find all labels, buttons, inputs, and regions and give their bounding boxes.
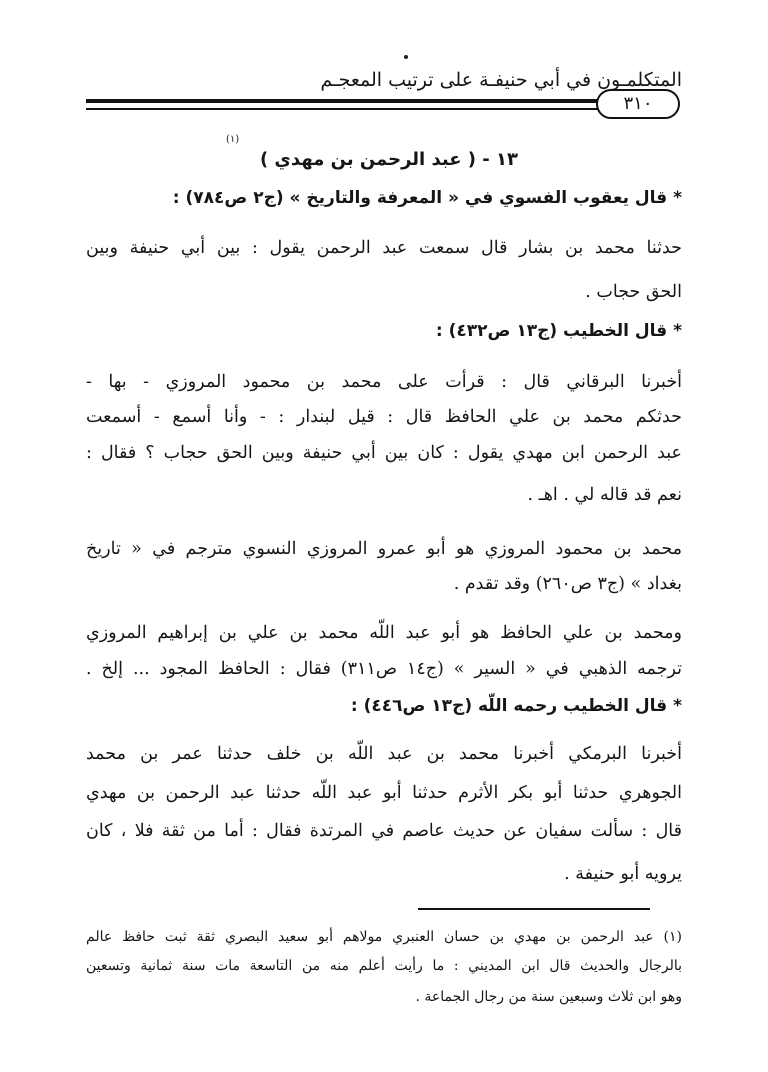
source-heading-fasawi: * قال يعقوب الفسوي في « المعرفة والتاريخ » (ج٢ ص٧٨٤) : bbox=[172, 188, 682, 208]
text-line: عبد الرحمن ابن مهدي يقول : كان بين أبي حنيفة وبين الحق حجاب ؟ فقال : bbox=[86, 443, 682, 463]
footnote-line: (١) عبد الرحمن بن مهدي بن حسان العنبري مولاهم أبو سعيد البصري ثقة ثبت حافظ عالم bbox=[86, 929, 682, 945]
text-line: أخبرنا البرمكي أخبرنا محمد بن عبد اللّه بن خلف حدثنا عمر بن محمد bbox=[86, 744, 682, 764]
source-heading-khatib: * قال الخطيب (ج١٣ ص٤٣٢) : bbox=[435, 321, 682, 341]
text-line: يرويه أبو حنيفة . bbox=[564, 864, 682, 884]
footnote-separator bbox=[418, 908, 650, 910]
text-line: نعم قد قاله لي . اهـ . bbox=[527, 485, 682, 505]
text-line: قال : سألت سفيان عن حديث عاصم في المرتدة فقال : أما من ثقة فلا ، كان bbox=[86, 821, 682, 841]
text-line: الجوهري حدثنا أبو بكر الأثرم حدثنا أبو عبد اللّه حدثنا عبد الرحمن بن مهدي bbox=[86, 783, 682, 803]
entry-heading: ١٣ - ( عبد الرحمن بن مهدي ) bbox=[259, 149, 518, 170]
text-line: ترجمه الذهبي في « السير » (ج١٤ ص٣١١) فقال : الحافظ المجود ... إلخ . bbox=[86, 659, 682, 679]
page-number: ٣١٠ bbox=[623, 93, 653, 114]
page-top-dot bbox=[404, 55, 408, 59]
footnote-line: بالرجال والحديث قال ابن المديني : ما رأيت أعلم منه من التاسعة مات سنة ثمانية وتسعين bbox=[86, 958, 682, 974]
text-line: حدثنا محمد بن بشار قال سمعت عبد الرحمن يقول : بين أبي حنيفة وبين bbox=[86, 238, 682, 258]
text-line: محمد بن محمود المروزي هو أبو عمرو المروزي النسوي مترجم في « تاريخ bbox=[86, 539, 682, 559]
text-line: بغداد » (ج٣ ص٢٦٠) وقد تقدم . bbox=[453, 574, 682, 594]
running-header-title: المتكلمـون في أبي حنيفـة على ترتيب المعجـم bbox=[320, 69, 682, 91]
header-rule-thick bbox=[86, 99, 598, 103]
text-line: الحق حجاب . bbox=[585, 282, 682, 302]
text-line: حدثكم محمد بن علي الحافظ قال : قيل لبندار : - وأنا أسمع - أسمعت bbox=[86, 407, 682, 427]
header-rule-thin bbox=[86, 108, 598, 110]
text-line: أخبرنا البرقاني قال : قرأت على محمد بن محمود المروزي - بها - bbox=[86, 372, 682, 392]
text-line: ومحمد بن علي الحافظ هو أبو عبد اللّه محمد بن علي بن إبراهيم المروزي bbox=[86, 623, 682, 643]
source-heading-khatib-2: * قال الخطيب رحمه اللّه (ج١٣ ص٤٤٦) : bbox=[350, 696, 682, 716]
heading-footnote-marker: (١) bbox=[226, 134, 240, 145]
footnote-line: وهو ابن ثلاث وسبعين سنة من رجال الجماعة . bbox=[415, 989, 682, 1005]
